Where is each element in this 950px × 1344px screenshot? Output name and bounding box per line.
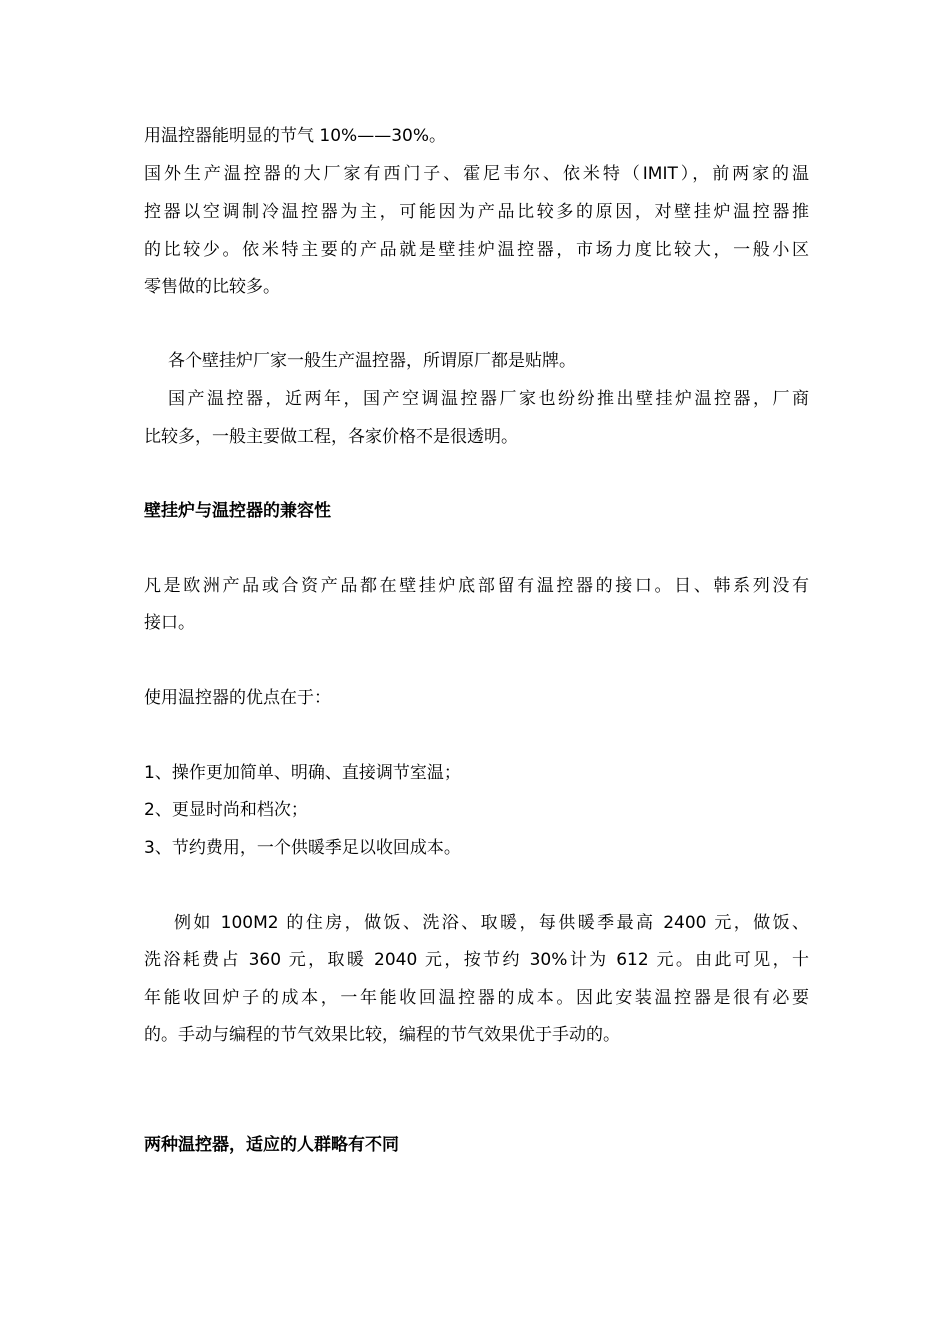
paragraph-foreign-makers-line-3: 的比较少。依米特主要的产品就是壁挂炉温控器，市场力度比较大，一般小区 <box>144 240 809 260</box>
paragraph-example-line-3: 年能收回炉子的成本，一年能收回温控器的成本。因此安装温控器是很有必要 <box>144 988 809 1008</box>
paragraph-domestic-line-2: 比较多，一般主要做工程，各家价格不是很透明。 <box>144 427 518 447</box>
list-item-advantage-2: 2、更显时尚和档次； <box>144 800 308 820</box>
section-heading-compatibility: 壁挂炉与温控器的兼容性 <box>144 501 331 521</box>
list-item-advantage-1: 1、操作更加简单、明确、直接调节室温； <box>144 763 461 783</box>
paragraph-oem-brands: 各个壁挂炉厂家一般生产温控器，所谓原厂都是贴牌。 <box>168 351 576 371</box>
section-heading-two-types: 两种温控器，适应的人群略有不同 <box>144 1135 399 1155</box>
paragraph-example-line-1: 例如 100M2 的住房，做饭、洗浴、取暖，每供暖季最高 2400 元，做饭、 <box>174 913 809 933</box>
paragraph-foreign-makers-line-4: 零售做的比较多。 <box>144 277 280 297</box>
paragraph-foreign-makers-line-1: 国外生产温控器的大厂家有西门子、霍尼韦尔、依米特（IMIT），前两家的温 <box>144 164 809 184</box>
paragraph-advantages-intro: 使用温控器的优点在于： <box>144 688 331 708</box>
paragraph-interface-line-1: 凡是欧洲产品或合资产品都在壁挂炉底部留有温控器的接口。日、韩系列没有 <box>144 576 809 596</box>
paragraph-foreign-makers-line-2: 控器以空调制冷温控器为主，可能因为产品比较多的原因，对壁挂炉温控器推 <box>144 202 809 222</box>
paragraph-example-line-4: 的。手动与编程的节气效果比较，编程的节气效果优于手动的。 <box>144 1025 620 1045</box>
paragraph-energy-saving: 用温控器能明显的节气 10%——30%。 <box>144 126 446 146</box>
list-item-advantage-3: 3、节约费用，一个供暖季足以收回成本。 <box>144 838 461 858</box>
paragraph-interface-line-2: 接口。 <box>144 613 195 633</box>
paragraph-example-line-2: 洗浴耗费占 360 元，取暖 2040 元，按节约 30%计为 612 元。由此可见，十 <box>144 950 809 970</box>
paragraph-domestic-line-1: 国产温控器，近两年，国产空调温控器厂家也纷纷推出壁挂炉温控器，厂商 <box>168 389 809 409</box>
